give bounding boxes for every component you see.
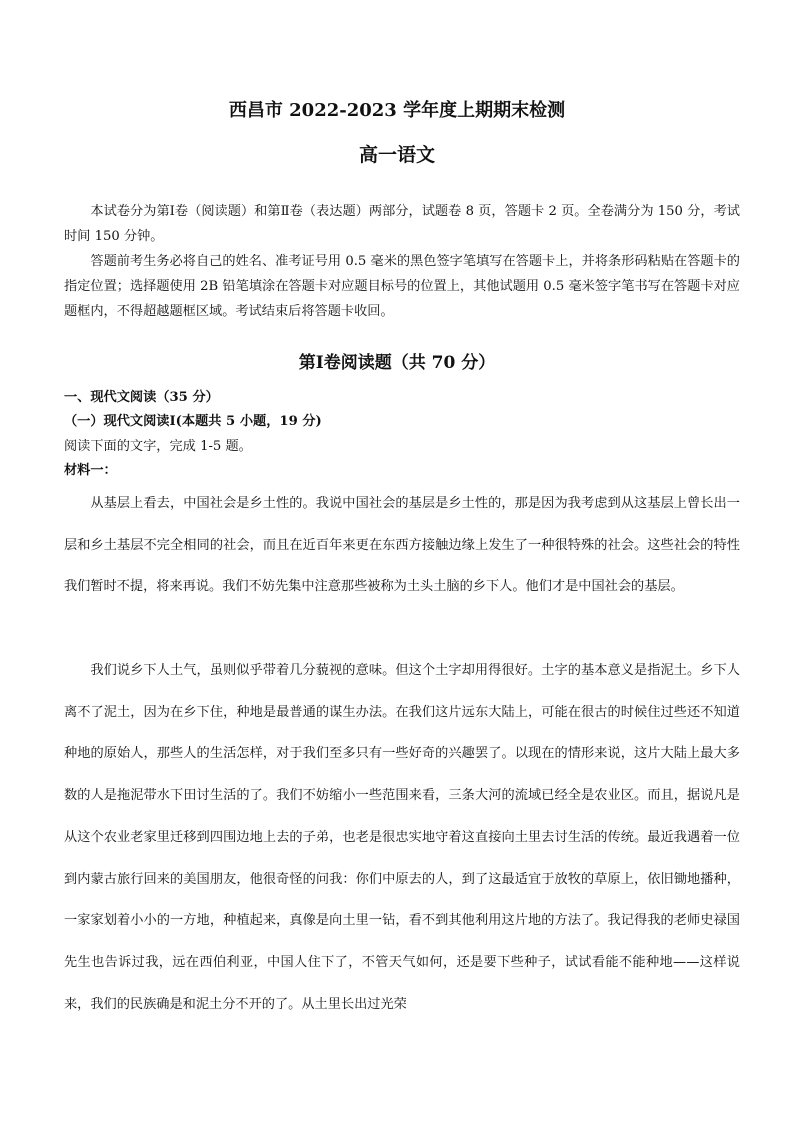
intro-paragraph-2-block	[64, 249, 740, 324]
section-heading: 一、现代文阅读（35 分）	[64, 390, 219, 405]
material-paragraph-1-block	[64, 483, 740, 608]
document-title: 西昌市 2022-2023 学年度上期期末检测	[228, 100, 566, 121]
material-paragraph-2: 我们说乡下人土气，虽则似乎带着几分藐视的意味。但这个土字却用得很好。土字的基本意义是指泥土。乡下人离不了泥土，因为在乡下住，种地是最普通的谋生办法。在我们这片远东大陆上，可能在很古的时候住过些还不知道种地的原始人，那些人的生活怎样，对于我们至多只有一些好奇的兴趣罢了。以现在的情形来说，这片大陆上最大多数的人是拖泥带水下田讨生活的了。我们不妨缩小一些范围来看，三条大河的流域已经全是农业区。而且，据说凡是从这个农业老家里迁移到四围边地上去的子弟，也老是很忠实地守着这直接向土里去讨生活的传统。最近我遇着一位到内蒙古旅行回来的美国朋友，他很奇怪的问我：你们中原去的人，到了这最适宜于放牧的草原上，依旧锄地播种，一家家划着小小的一方地，种植起来，真像是向土里一钻，看不到其他利用这片地的方法了。我记得我的老师史禄国先生也告诉过我，远在西伯利亚，中国人住下了，不管天气如何，还是要下些种子，试试看能不能种地——这样说来，我们的民族确是和泥土分不开的了。从土里长出过光荣	[64, 663, 740, 1012]
intro-paragraph-2: 答题前考生务必将自己的姓名、准考证号用 0.5 毫米的黑色签字笔填写在答题卡上，并将条形码粘贴在答题卡的指定位置；选择题使用 2B 铅笔填涂在答题卡对应题目标号的位置上，其他试题用 0.5 毫米签字笔书写在答题卡对应题框内，不得超越题框区域。考试结束后将答题卡收回。	[64, 254, 740, 319]
part-heading: 第Ⅰ卷阅读题（共 70 分）	[298, 353, 496, 373]
intro-paragraph-1: 本试卷分为第Ⅰ卷（阅读题）和第Ⅱ卷（表达题）两部分，试题卷 8 页，答题卡 2 页。全卷满分为 150 分，考试时间 150 分钟。	[64, 204, 740, 244]
reading-instruction: 阅读下面的文字，完成 1-5 题。	[64, 439, 252, 454]
document-subtitle: 高一语文	[358, 144, 435, 166]
material-label: 材料一：	[64, 463, 117, 478]
intro-paragraph-1-block	[64, 199, 740, 249]
material-paragraph-1: 从基层上看去，中国社会是乡土性的。我说中国社会的基层是乡土性的，那是因为我考虑到从这基层上曾长出一层和乡土基层不完全相同的社会，而且在近百年来更在东西方接触边缘上发生了一种很特殊的社会。这些社会的特性我们暂时不提，将来再说。我们不妨先集中注意那些被称为土头土脑的乡下人。他们才是中国社会的基层。	[64, 496, 740, 595]
subsection-heading: （一）现代文阅读Ⅰ(本题共 5 小题，19 分)	[64, 414, 322, 429]
material-paragraph-2-block	[64, 650, 740, 1025]
